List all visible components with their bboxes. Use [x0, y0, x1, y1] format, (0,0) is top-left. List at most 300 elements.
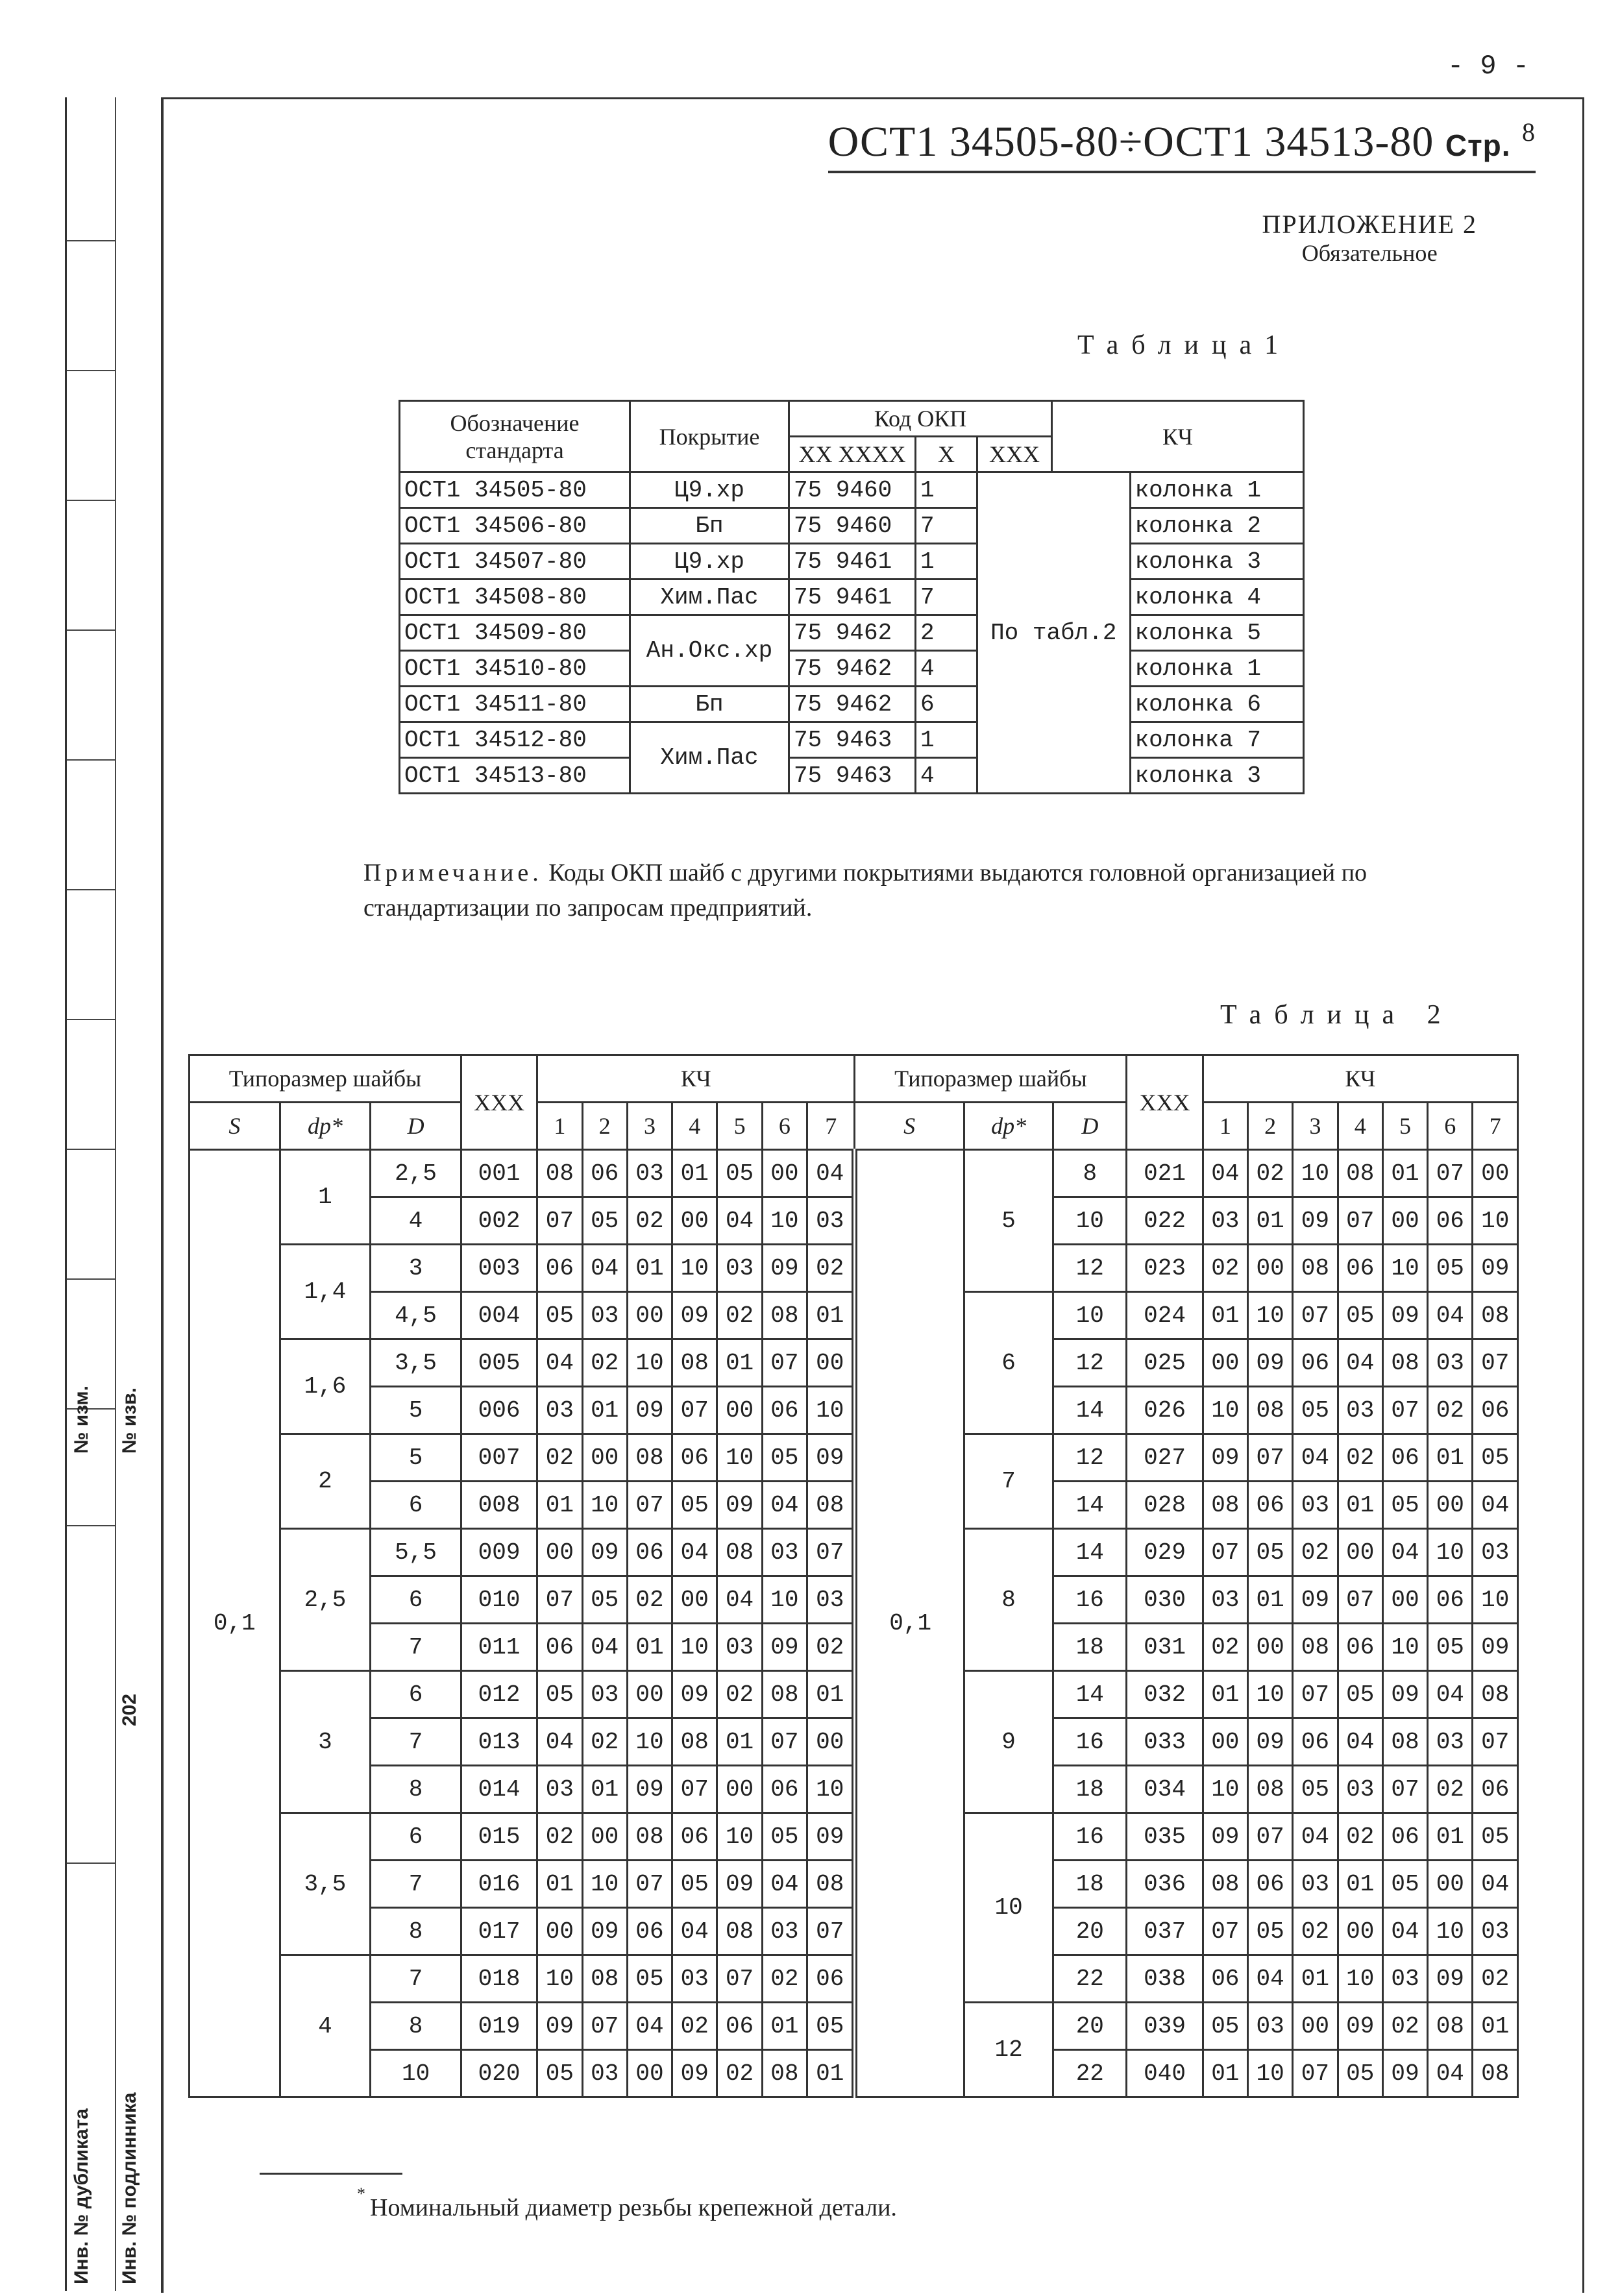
kch-value-cell: 10 — [627, 1339, 672, 1387]
kch-value-cell: 09 — [1338, 2003, 1382, 2050]
kch-value-cell: 04 — [537, 1718, 582, 1766]
dp-cell: 1,4 — [280, 1245, 371, 1339]
kch-value-cell: 01 — [627, 1245, 672, 1292]
kch-value-cell: 04 — [582, 1624, 627, 1671]
coating-cell: Ц9.хр — [630, 544, 789, 580]
kch-value-cell: 00 — [1382, 1197, 1427, 1245]
d-cell: 4,5 — [371, 1292, 461, 1339]
kch-value-cell: 05 — [1203, 2003, 1247, 2050]
kch-value-cell: 07 — [672, 1766, 717, 1813]
kch-value-cell: 10 — [672, 1245, 717, 1292]
kch-value-cell: 00 — [537, 1529, 582, 1576]
table1-header-row — [400, 401, 1304, 437]
th-kch: КЧ — [1203, 1055, 1517, 1103]
dp-cell: 12 — [964, 2003, 1053, 2097]
kch-value-cell: 02 — [1338, 1434, 1382, 1482]
kch-value-cell: 06 — [762, 1387, 807, 1434]
d-cell: 5 — [371, 1434, 461, 1482]
kch-value-cell: 10 — [717, 1434, 762, 1482]
std-cell: ОСТ1 34510-80 — [400, 651, 630, 687]
xxx-cell: 040 — [1127, 2050, 1203, 2097]
table2-row — [190, 1955, 1518, 2003]
d-cell: 6 — [371, 1813, 461, 1861]
th-okp3: XXX — [977, 437, 1052, 472]
kch-value-cell: 08 — [717, 1529, 762, 1576]
s-cell: 0,1 — [855, 1150, 964, 2097]
kch-value-cell: 09 — [807, 1434, 855, 1482]
kch-value-cell: 07 — [807, 1908, 855, 1955]
kch-value-cell: 05 — [807, 2003, 855, 2050]
table2 — [188, 1054, 1519, 2098]
kch-cell: колонка 6 — [1130, 687, 1303, 722]
binding-rule — [67, 629, 115, 631]
binding-rule — [67, 1862, 115, 1864]
kch-value-cell: 05 — [582, 1197, 627, 1245]
kch-value-cell: 03 — [1203, 1576, 1247, 1624]
kch-value-cell: 10 — [807, 1387, 855, 1434]
kch-value-cell: 09 — [672, 2050, 717, 2097]
kch-value-cell: 00 — [762, 1150, 807, 1197]
table1-row — [400, 651, 1304, 687]
kch-value-cell: 03 — [1203, 1197, 1247, 1245]
xxx-cell: 026 — [1127, 1387, 1203, 1434]
kch-value-cell: 06 — [1382, 1813, 1427, 1861]
th-kch-col: 1 — [537, 1103, 582, 1150]
kch-value-cell: 10 — [762, 1197, 807, 1245]
kch-value-cell: 04 — [762, 1482, 807, 1529]
d-cell: 8 — [1053, 1150, 1127, 1197]
kch-value-cell: 03 — [1428, 1718, 1473, 1766]
kch-value-cell: 06 — [537, 1245, 582, 1292]
binding-label-duplicate: Инв. № дубликата — [71, 2108, 92, 2284]
kch-value-cell: 02 — [582, 1718, 627, 1766]
d-cell: 7 — [371, 1861, 461, 1908]
kch-value-cell: 09 — [762, 1624, 807, 1671]
kch-value-cell: 04 — [1382, 1529, 1427, 1576]
s-cell: 0,1 — [190, 1150, 280, 2097]
kch-value-cell: 02 — [1293, 1529, 1338, 1576]
th-kch-col: 6 — [762, 1103, 807, 1150]
d-cell: 14 — [1053, 1387, 1127, 1434]
kch-value-cell: 00 — [1428, 1482, 1473, 1529]
kch-value-cell: 03 — [1247, 2003, 1292, 2050]
table2-row — [190, 1292, 1518, 1339]
table1-row — [400, 687, 1304, 722]
kch-value-cell: 01 — [537, 1482, 582, 1529]
std-cell: ОСТ1 34506-80 — [400, 508, 630, 544]
kch-value-cell: 09 — [627, 1766, 672, 1813]
kch-value-cell: 06 — [537, 1624, 582, 1671]
table2-row — [190, 2050, 1518, 2097]
th-kch: КЧ — [1052, 401, 1304, 472]
kch-value-cell: 03 — [1293, 1861, 1338, 1908]
xxx-cell: 009 — [461, 1529, 537, 1576]
kch-value-cell: 00 — [1473, 1150, 1518, 1197]
kch-cell: колонка 1 — [1130, 651, 1303, 687]
coating-cell: Хим.Пас — [630, 722, 789, 794]
kch-value-cell: 07 — [582, 2003, 627, 2050]
kch-value-cell: 00 — [672, 1576, 717, 1624]
footnote-rule — [260, 2173, 402, 2175]
d-cell: 16 — [1053, 1576, 1127, 1624]
note-text: Коды ОКП шайб с другими покрытиями выдаются головной организацией по стандартизации по запросам предприятий. — [363, 859, 1368, 922]
xxx-cell: 034 — [1127, 1766, 1203, 1813]
kch-value-cell: 04 — [1338, 1718, 1382, 1766]
binding-label-number: 202 — [119, 1693, 140, 1726]
d-cell: 20 — [1053, 1908, 1127, 1955]
xxx-cell: 033 — [1127, 1718, 1203, 1766]
kch-value-cell: 07 — [1428, 1150, 1473, 1197]
dp-cell: 2,5 — [280, 1529, 371, 1671]
kch-value-cell: 04 — [672, 1529, 717, 1576]
kch-value-cell: 07 — [1247, 1434, 1292, 1482]
d-cell: 5 — [371, 1387, 461, 1434]
std-cell: ОСТ1 34511-80 — [400, 687, 630, 722]
table2-row — [190, 1387, 1518, 1434]
kch-value-cell: 00 — [582, 1813, 627, 1861]
kch-value-cell: 05 — [717, 1150, 762, 1197]
kch-value-cell: 05 — [672, 1861, 717, 1908]
th-okp2: X — [916, 437, 977, 472]
kch-value-cell: 07 — [807, 1529, 855, 1576]
binding-label-change-no: № изм. — [71, 1386, 92, 1454]
table2-row — [190, 1197, 1518, 1245]
standard-header — [828, 117, 1536, 173]
kch-value-cell: 02 — [1428, 1766, 1473, 1813]
kch-value-cell: 05 — [1247, 1908, 1292, 1955]
xxx-cell: 025 — [1127, 1339, 1203, 1387]
kch-value-cell: 06 — [1247, 1482, 1292, 1529]
kch-value-cell: 01 — [672, 1150, 717, 1197]
kch-value-cell: 07 — [1293, 1671, 1338, 1718]
kch-value-cell: 01 — [717, 1339, 762, 1387]
kch-value-cell: 03 — [537, 1387, 582, 1434]
kch-value-cell: 03 — [762, 1908, 807, 1955]
kch-value-cell: 00 — [1203, 1339, 1247, 1387]
xxx-cell: 001 — [461, 1150, 537, 1197]
kch-value-cell: 01 — [1428, 1434, 1473, 1482]
std-cell: ОСТ1 34513-80 — [400, 758, 630, 794]
kch-value-cell: 04 — [717, 1197, 762, 1245]
kch-value-cell: 03 — [1338, 1766, 1382, 1813]
table1-row — [400, 615, 1304, 651]
kch-value-cell: 01 — [1203, 1671, 1247, 1718]
kch-value-cell: 07 — [1203, 1529, 1247, 1576]
kch-cell: колонка 3 — [1130, 758, 1303, 794]
kch-value-cell: 03 — [1382, 1955, 1427, 2003]
kch-value-cell: 00 — [627, 2050, 672, 2097]
kch-value-cell: 09 — [1247, 1339, 1292, 1387]
d-cell: 18 — [1053, 1861, 1127, 1908]
kch-value-cell: 07 — [1203, 1908, 1247, 1955]
xxx-cell: 004 — [461, 1292, 537, 1339]
kch-value-cell: 08 — [672, 1339, 717, 1387]
xxx-cell: 003 — [461, 1245, 537, 1292]
d-cell: 3,5 — [371, 1339, 461, 1387]
kch-value-cell: 06 — [1203, 1955, 1247, 2003]
okp-x-cell: 7 — [916, 508, 977, 544]
xxx-cell: 010 — [461, 1576, 537, 1624]
th-okp: Код ОКП — [789, 401, 1052, 437]
kch-value-cell: 06 — [1338, 1624, 1382, 1671]
kch-value-cell: 09 — [537, 2003, 582, 2050]
kch-value-cell: 06 — [1473, 1766, 1518, 1813]
kch-value-cell: 05 — [627, 1955, 672, 2003]
kch-value-cell: 07 — [627, 1482, 672, 1529]
kch-value-cell: 00 — [1382, 1576, 1427, 1624]
kch-value-cell: 05 — [1338, 2050, 1382, 2097]
std-cell: ОСТ1 34507-80 — [400, 544, 630, 580]
d-cell: 2,5 — [371, 1150, 461, 1197]
kch-value-cell: 05 — [537, 1671, 582, 1718]
xxx-cell: 023 — [1127, 1245, 1203, 1292]
note-lead: Примечание. — [363, 859, 543, 886]
table1-row — [400, 508, 1304, 544]
table2-row — [190, 1908, 1518, 1955]
coating-cell: Ан.Окс.хр — [630, 615, 789, 687]
kch-value-cell: 08 — [717, 1908, 762, 1955]
kch-value-cell: 04 — [627, 2003, 672, 2050]
kch-value-cell: 08 — [1473, 2050, 1518, 2097]
kch-value-cell: 08 — [1428, 2003, 1473, 2050]
footnote-star: * — [357, 2184, 365, 2203]
d-cell: 12 — [1053, 1434, 1127, 1482]
kch-value-cell: 01 — [1382, 1150, 1427, 1197]
xxx-cell: 032 — [1127, 1671, 1203, 1718]
kch-value-cell: 05 — [537, 1292, 582, 1339]
th-s: S — [855, 1103, 964, 1150]
kch-value-cell: 09 — [1382, 2050, 1427, 2097]
xxx-cell: 015 — [461, 1813, 537, 1861]
kch-value-cell: 10 — [1473, 1197, 1518, 1245]
table2-row — [190, 1482, 1518, 1529]
kch-cell: колонка 1 — [1130, 472, 1303, 508]
coating-cell: Ц9.хр — [630, 472, 789, 508]
kch-value-cell: 03 — [807, 1197, 855, 1245]
kch-value-cell: 01 — [807, 2050, 855, 2097]
kch-value-cell: 05 — [582, 1576, 627, 1624]
kch-value-cell: 10 — [1382, 1624, 1427, 1671]
kch-value-cell: 07 — [1293, 1292, 1338, 1339]
d-cell: 20 — [1053, 2003, 1127, 2050]
kch-value-cell: 04 — [1382, 1908, 1427, 1955]
table-note — [363, 855, 1402, 925]
xxx-cell: 022 — [1127, 1197, 1203, 1245]
table1-row — [400, 580, 1304, 615]
kch-value-cell: 02 — [1293, 1908, 1338, 1955]
th-size: Типоразмер шайбы — [190, 1055, 461, 1103]
th-kch-col: 4 — [672, 1103, 717, 1150]
kch-value-cell: 04 — [1247, 1955, 1292, 2003]
table1 — [399, 400, 1305, 794]
kch-value-cell: 10 — [1203, 1387, 1247, 1434]
kch-value-cell: 03 — [537, 1766, 582, 1813]
okp-code-cell: 75 9462 — [789, 615, 916, 651]
kch-value-cell: 10 — [1428, 1529, 1473, 1576]
kch-value-cell: 02 — [1382, 2003, 1427, 2050]
coating-cell: Хим.Пас — [630, 580, 789, 615]
table2-row — [190, 1813, 1518, 1861]
std-cell: ОСТ1 34509-80 — [400, 615, 630, 651]
kch-value-cell: 07 — [762, 1339, 807, 1387]
binding-rule — [67, 1525, 115, 1526]
kch-value-cell: 06 — [762, 1766, 807, 1813]
th-size: Типоразмер шайбы — [855, 1055, 1127, 1103]
table2-header-row — [190, 1055, 1518, 1103]
th-kch-col: 1 — [1203, 1103, 1247, 1150]
kch-value-cell: 08 — [627, 1434, 672, 1482]
kch-value-cell: 08 — [762, 1671, 807, 1718]
d-cell: 22 — [1053, 1955, 1127, 2003]
kch-value-cell: 01 — [762, 2003, 807, 2050]
kch-value-cell: 06 — [807, 1955, 855, 2003]
table2-row — [190, 1339, 1518, 1387]
kch-value-cell: 04 — [717, 1576, 762, 1624]
xxx-cell: 030 — [1127, 1576, 1203, 1624]
dp-cell: 8 — [964, 1529, 1053, 1671]
kch-value-cell: 10 — [807, 1766, 855, 1813]
dp-cell: 1 — [280, 1150, 371, 1245]
d-cell: 14 — [1053, 1671, 1127, 1718]
d-cell: 7 — [371, 1718, 461, 1766]
table2-row — [190, 1624, 1518, 1671]
d-cell: 14 — [1053, 1482, 1127, 1529]
binding-label-notice-no: № изв. — [119, 1387, 140, 1454]
kch-value-cell: 05 — [1293, 1766, 1338, 1813]
kch-value-cell: 09 — [582, 1908, 627, 1955]
kch-value-cell: 08 — [762, 2050, 807, 2097]
kch-value-cell: 08 — [1338, 1150, 1382, 1197]
kch-value-cell: 08 — [1203, 1482, 1247, 1529]
binding-rule — [67, 1019, 115, 1020]
kch-value-cell: 02 — [807, 1245, 855, 1292]
kch-value-cell: 05 — [1428, 1624, 1473, 1671]
kch-value-cell: 00 — [807, 1718, 855, 1766]
kch-value-cell: 01 — [1428, 1813, 1473, 1861]
table2-caption: Таблица 2 — [1220, 1000, 1454, 1030]
coating-cell: Бп — [630, 508, 789, 544]
okp-x-cell: 1 — [916, 722, 977, 758]
kch-value-cell: 10 — [762, 1576, 807, 1624]
binding-label-original: Инв. № подлинника — [119, 2092, 140, 2284]
kch-value-cell: 08 — [672, 1718, 717, 1766]
kch-value-cell: 01 — [1203, 2050, 1247, 2097]
d-cell: 3 — [371, 1245, 461, 1292]
xxx-cell: 002 — [461, 1197, 537, 1245]
kch-value-cell: 02 — [537, 1813, 582, 1861]
standard-number: ОСТ1 34505-80÷ОСТ1 34513-80 — [828, 118, 1434, 165]
okp-code-cell: 75 9462 — [789, 687, 916, 722]
kch-value-cell: 09 — [717, 1861, 762, 1908]
kch-value-cell: 08 — [1382, 1718, 1427, 1766]
okp-code-cell: 75 9460 — [789, 472, 916, 508]
binding-divider — [115, 97, 116, 2291]
th-okp1: XX XXXX — [789, 437, 916, 472]
xxx-cell: 005 — [461, 1339, 537, 1387]
kch-value-cell: 00 — [1338, 1908, 1382, 1955]
table2-row — [190, 1150, 1518, 1197]
kch-value-cell: 09 — [1293, 1197, 1338, 1245]
kch-cell: колонка 3 — [1130, 544, 1303, 580]
table1-row — [400, 758, 1304, 794]
okp-x-cell: 6 — [916, 687, 977, 722]
appendix-title: ПРИЛОЖЕНИЕ 2 — [1262, 210, 1477, 239]
kch-value-cell: 07 — [1473, 1718, 1518, 1766]
th-kch: КЧ — [537, 1055, 855, 1103]
kch-value-cell: 10 — [1338, 1955, 1382, 2003]
kch-value-cell: 06 — [1293, 1339, 1338, 1387]
binding-rule — [67, 1149, 115, 1150]
kch-value-cell: 03 — [1428, 1339, 1473, 1387]
kch-value-cell: 05 — [1428, 1245, 1473, 1292]
kch-value-cell: 08 — [1247, 1387, 1292, 1434]
th-xxx: XXX — [1127, 1055, 1203, 1150]
xxx-cell: 035 — [1127, 1813, 1203, 1861]
d-cell: 18 — [1053, 1624, 1127, 1671]
d-cell: 10 — [1053, 1292, 1127, 1339]
d-cell: 12 — [1053, 1339, 1127, 1387]
kch-value-cell: 02 — [1203, 1624, 1247, 1671]
kch-value-cell: 04 — [582, 1245, 627, 1292]
kch-value-cell: 07 — [1382, 1766, 1427, 1813]
kch-value-cell: 10 — [582, 1861, 627, 1908]
std-cell: ОСТ1 34505-80 — [400, 472, 630, 508]
th-d: D — [1053, 1103, 1127, 1150]
kch-value-cell: 04 — [1473, 1482, 1518, 1529]
okp-xxx-cell: По табл.2 — [977, 472, 1131, 794]
kch-value-cell: 09 — [807, 1813, 855, 1861]
kch-value-cell: 09 — [1473, 1624, 1518, 1671]
kch-value-cell: 03 — [1338, 1387, 1382, 1434]
kch-value-cell: 06 — [1382, 1434, 1427, 1482]
kch-value-cell: 02 — [762, 1955, 807, 2003]
kch-value-cell: 02 — [807, 1624, 855, 1671]
kch-value-cell: 06 — [1428, 1576, 1473, 1624]
kch-value-cell: 02 — [1473, 1955, 1518, 2003]
kch-value-cell: 02 — [582, 1339, 627, 1387]
xxx-cell: 024 — [1127, 1292, 1203, 1339]
xxx-cell: 031 — [1127, 1624, 1203, 1671]
kch-value-cell: 10 — [1293, 1150, 1338, 1197]
kch-value-cell: 04 — [672, 1908, 717, 1955]
kch-value-cell: 09 — [717, 1482, 762, 1529]
binding-rule — [67, 500, 115, 501]
kch-value-cell: 01 — [1247, 1197, 1292, 1245]
kch-value-cell: 01 — [807, 1292, 855, 1339]
xxx-cell: 021 — [1127, 1150, 1203, 1197]
d-cell: 8 — [371, 1908, 461, 1955]
kch-value-cell: 08 — [1293, 1624, 1338, 1671]
kch-value-cell: 02 — [717, 1292, 762, 1339]
dp-cell: 7 — [964, 1434, 1053, 1529]
okp-code-cell: 75 9461 — [789, 544, 916, 580]
kch-value-cell: 07 — [1473, 1339, 1518, 1387]
kch-value-cell: 00 — [582, 1434, 627, 1482]
kch-value-cell: 10 — [1428, 1908, 1473, 1955]
kch-value-cell: 02 — [627, 1197, 672, 1245]
xxx-cell: 020 — [461, 2050, 537, 2097]
dp-cell: 1,6 — [280, 1339, 371, 1434]
kch-value-cell: 02 — [1247, 1150, 1292, 1197]
kch-value-cell: 08 — [1473, 1292, 1518, 1339]
kch-value-cell: 04 — [1293, 1813, 1338, 1861]
th-s: S — [190, 1103, 280, 1150]
okp-code-cell: 75 9460 — [789, 508, 916, 544]
table2-row — [190, 1718, 1518, 1766]
kch-value-cell: 00 — [672, 1197, 717, 1245]
kch-value-cell: 09 — [1382, 1292, 1427, 1339]
table1-row — [400, 722, 1304, 758]
